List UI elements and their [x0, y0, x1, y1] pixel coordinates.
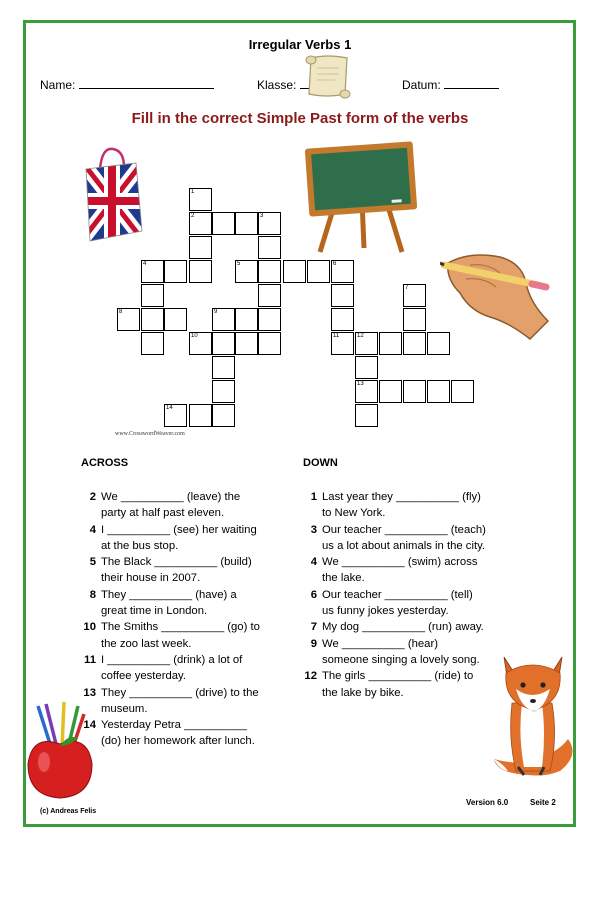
crossword-grid [0, 0, 600, 440]
crossword-cell[interactable] [141, 308, 164, 331]
clue-text: someone singing a lovely song. [322, 653, 480, 666]
crossword-cell[interactable] [235, 260, 258, 283]
crossword-cell[interactable] [258, 260, 281, 283]
date-label: Datum: [402, 78, 441, 92]
copyright: (c) Andreas Felis [40, 808, 97, 815]
clue-text: The girls __________ (ride) to [322, 670, 474, 683]
clue-text: coffee yesterday. [101, 670, 186, 683]
clue-text: the lake by bike. [322, 686, 404, 699]
clue-number: 11 [84, 654, 96, 666]
clue-item [82, 554, 312, 587]
crossword-cell[interactable] [258, 212, 281, 235]
clue-number: 2 [191, 213, 195, 219]
crossword-cell[interactable] [141, 260, 164, 283]
clue-number: 13 [83, 686, 96, 699]
clue-text: I __________ (drink) a lot of [101, 654, 243, 666]
crossword-cell[interactable] [403, 284, 426, 307]
crossword-cell[interactable] [331, 308, 354, 331]
clue-item [82, 717, 312, 750]
clue-number: 4 [310, 556, 317, 569]
crossword-cell[interactable] [331, 332, 354, 355]
clue-number: 11 [333, 333, 340, 339]
clue-number: 1 [191, 189, 195, 195]
clue-text: Last year they __________ (fly) [322, 491, 481, 503]
clue-number: 7 [405, 285, 409, 291]
clue-number: 6 [310, 588, 317, 601]
clue-number: 5 [237, 261, 241, 267]
clue-item [82, 522, 312, 555]
crossword-cell[interactable] [451, 380, 474, 403]
crossword-cell[interactable] [117, 308, 140, 331]
clue-number: 12 [357, 333, 364, 339]
crossword-cell[interactable] [258, 308, 281, 331]
clue-text: I __________ (see) her waiting [101, 523, 257, 536]
clue-text: at the bus stop. [101, 539, 179, 552]
clue-number: 12 [304, 670, 317, 683]
clue-number: 10 [191, 333, 198, 339]
clue-item [82, 685, 312, 718]
crossword-cell[interactable] [427, 332, 450, 355]
clue-number: 3 [260, 213, 264, 219]
clue-text: We __________ (swim) across [322, 556, 478, 569]
clue-item [303, 522, 533, 555]
crossword-cell[interactable] [212, 380, 235, 403]
crossword-cell[interactable] [403, 332, 426, 355]
instruction-heading: Fill in the correct Simple Past form of the verbs [131, 110, 469, 127]
clue-number: 1 [310, 491, 317, 503]
clue-text: the lake. [322, 572, 365, 585]
clue-text: We __________ (leave) the [101, 491, 241, 503]
crossword-cell[interactable] [189, 332, 212, 355]
crossword-cell[interactable] [164, 308, 187, 331]
clue-text: Our teacher __________ (teach) [322, 523, 486, 536]
clue-number: 2 [89, 491, 96, 503]
clue-number: 9 [214, 309, 218, 315]
clue-number: 14 [83, 719, 96, 732]
crossword-cell[interactable] [283, 260, 306, 283]
clue-item [303, 554, 533, 587]
clue-text: They __________ (drive) to the [101, 686, 259, 699]
crossword-cell[interactable] [235, 212, 258, 235]
crossword-cell[interactable] [212, 308, 235, 331]
clue-text: museum. [101, 702, 148, 715]
crossword-cell[interactable] [258, 284, 281, 307]
clue-text: great time in London. [101, 605, 208, 618]
clue-item [82, 489, 312, 522]
crossword-cell[interactable] [403, 380, 426, 403]
crossword-cell[interactable] [212, 356, 235, 379]
clue-item [303, 489, 533, 522]
clue-number: 4 [143, 261, 147, 267]
clue-text: us a lot about animals in the city. [322, 539, 486, 552]
watermark: www.CrosswordWeaver.com [115, 431, 185, 437]
crossword-cell[interactable] [355, 356, 378, 379]
crossword-cell[interactable] [189, 260, 212, 283]
name-label: Name: [40, 78, 76, 92]
clue-item [82, 619, 312, 652]
crossword-cell[interactable] [331, 284, 354, 307]
clue-number: 14 [166, 405, 173, 411]
page-label: Seite 2 [530, 798, 556, 807]
clue-item [303, 619, 533, 635]
clue-item [303, 587, 533, 620]
crossword-cell[interactable] [189, 236, 212, 259]
crossword-cell[interactable] [355, 332, 378, 355]
crossword-cell[interactable] [141, 332, 164, 355]
crossword-cell[interactable] [307, 260, 330, 283]
crossword-cell[interactable] [141, 284, 164, 307]
clue-number: 10 [83, 621, 96, 634]
clue-text: party at half past eleven. [101, 507, 225, 520]
fox-icon [488, 643, 580, 783]
crossword-cell[interactable] [258, 332, 281, 355]
crossword-cell[interactable] [355, 404, 378, 427]
clue-number: 8 [89, 588, 96, 601]
clue-item [82, 652, 312, 685]
across-heading: ACROSS [81, 457, 129, 469]
clue-number: 3 [310, 523, 317, 536]
clue-text: Our teacher __________ (tell) [322, 588, 473, 601]
clue-text: us funny jokes yesterday. [322, 605, 449, 618]
clue-number: 9 [310, 637, 317, 650]
clue-number: 8 [119, 309, 123, 315]
clue-number: 5 [89, 556, 96, 569]
crossword-cell[interactable] [212, 212, 235, 235]
crossword-cell[interactable] [212, 404, 235, 427]
clue-number: 13 [357, 381, 364, 387]
clue-item [82, 587, 312, 620]
clue-text: The Black __________ (build) [101, 556, 252, 569]
version-label: Version 6.0 [466, 798, 509, 807]
crossword-cell[interactable] [403, 308, 426, 331]
pencil-apple-icon [24, 700, 96, 800]
crossword-cell[interactable] [235, 308, 258, 331]
clue-text: They __________ (have) a [101, 588, 237, 601]
clue-text: their house in 2007. [101, 572, 201, 585]
clue-text: to New York. [322, 507, 386, 520]
class-label: Klasse: [257, 78, 297, 92]
clue-text: My dog __________ (run) away. [322, 621, 484, 634]
crossword-cell[interactable] [164, 260, 187, 283]
crossword-cell[interactable] [258, 236, 281, 259]
clue-number: 4 [89, 523, 96, 536]
crossword-cell[interactable] [189, 404, 212, 427]
crossword-cell[interactable] [331, 260, 354, 283]
crossword-cell[interactable] [355, 380, 378, 403]
crossword-cell[interactable] [212, 332, 235, 355]
clue-text: Yesterday Petra __________ [101, 719, 247, 732]
crossword-cell[interactable] [164, 404, 187, 427]
crossword-cell[interactable] [427, 380, 450, 403]
down-heading: DOWN [303, 457, 338, 469]
clue-number: 6 [333, 261, 337, 267]
crossword-cell[interactable] [379, 380, 402, 403]
clue-text: (do) her homework after lunch. [101, 735, 255, 748]
clue-text: We __________ (hear) [322, 637, 438, 650]
page-title: Irregular Verbs 1 [248, 37, 352, 52]
clue-text: The Smiths __________ (go) to [101, 621, 260, 634]
crossword-cell[interactable] [189, 212, 212, 235]
crossword-cell[interactable] [235, 332, 258, 355]
crossword-cell[interactable] [379, 332, 402, 355]
crossword-cell[interactable] [189, 188, 212, 211]
clue-text: the zoo last week. [101, 637, 192, 650]
clue-number: 7 [310, 621, 317, 634]
